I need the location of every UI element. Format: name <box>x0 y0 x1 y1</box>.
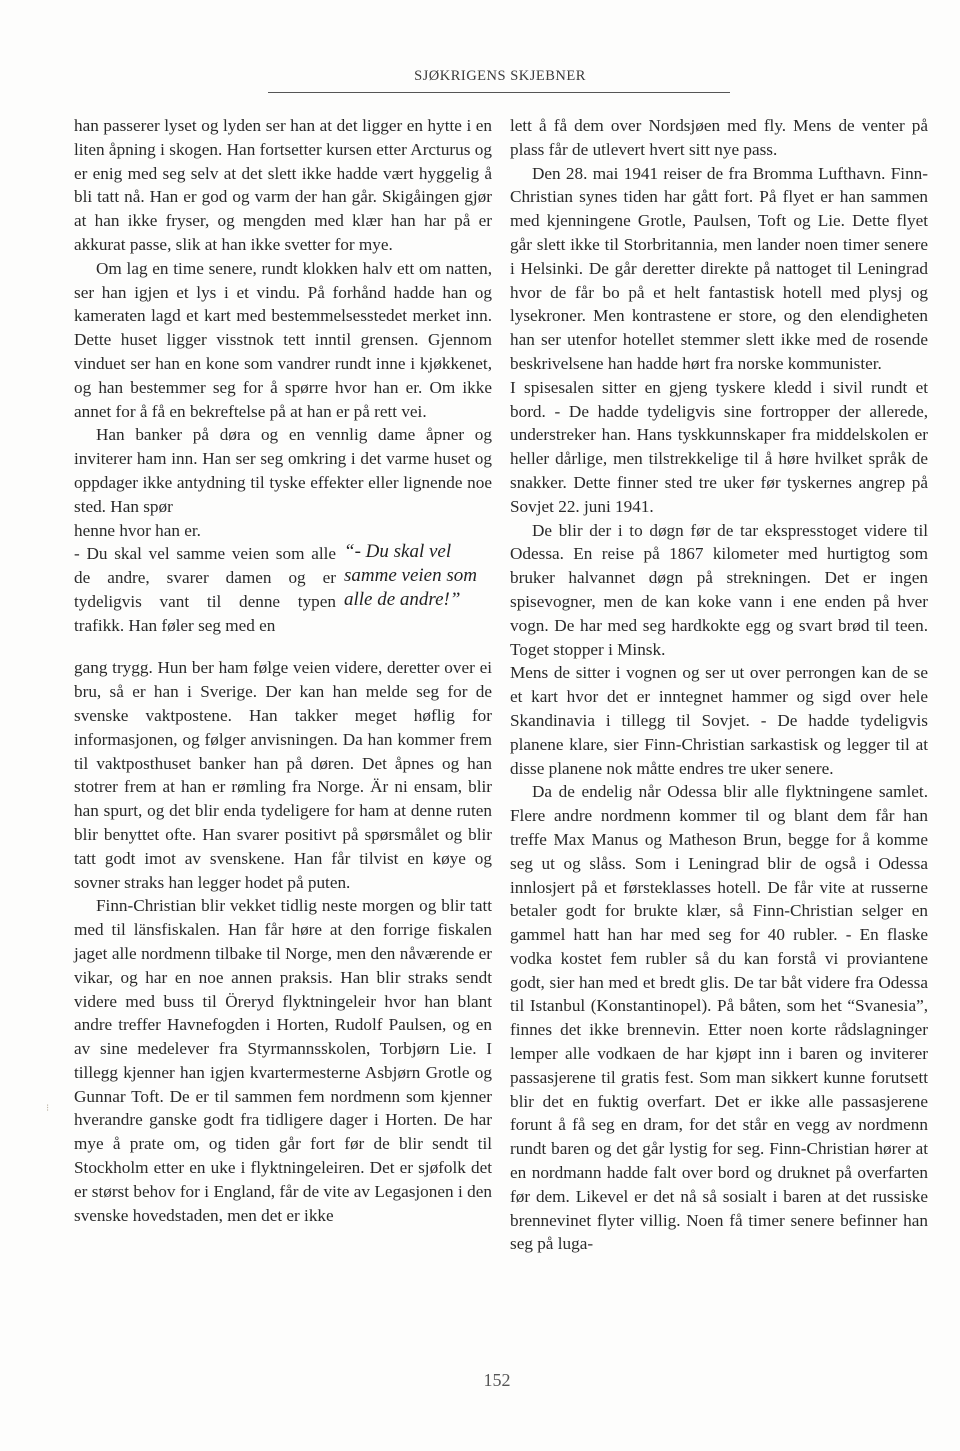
paragraph: henne hvor han er. <box>74 520 201 540</box>
paragraph: De blir der i to døgn før de tar ekspresstoget videre til Odessa. En reise på 1867 kilometer med hurtigtog som bruker halvannet døgn på strekningen. Det er ingen spisevogner, men de kan koke vann i ene enden på hver vogn. De har med seg hardkokte egg og svart brød til teen. Toget stopper i Minsk. <box>510 520 928 659</box>
paragraph: lett å få dem over Nordsjøen med fly. Mens de venter på plass får de utlevert hvert sitt nye pass. <box>510 116 928 159</box>
left-column <box>74 114 492 1227</box>
right-column <box>510 114 928 1256</box>
header-rule <box>268 92 730 93</box>
quote-block <box>74 542 492 664</box>
running-header: SJØKRIGENS SKJEBNER <box>414 68 586 84</box>
paragraph: Finn-Christian blir vekket tidlig neste morgen og blir tatt med til länsfiskalen. Han får høre at den forrige fiskalen jaget alle nordmenn tilbake til Norge, men den nåværende er vikar, og har en noe annen praksis. Han blir straks sendt videre med buss til Öreryd flyktningeleir hvor han blant andre treffer Havnefogden i Horten, Rudolf Paulsen, og en av sine medelever fra Styrmannsskolen, Torbjørn Lie. I tillegg kjenner han igjen kvartermesterne Asbjørn Grotle og Gunnar Toft. De er til sammen fem nordmenn som kjenner hverandre ganske godt fra tidligere dager i Horten. De har mye å prate om, og tiden går fort før de blir sendt til Stockholm etter en uke i flyktningeleiren. Det er sjøfolk det er størst behov for i England, får de vite av Legasjonen i den svenske hovedstaden, men det er ikke <box>74 896 492 1225</box>
paragraph: Den 28. mai 1941 reiser de fra Bromma Lufthavn. Finn-Christian synes tiden har gått fort. På flyet er han sammen med kjenningene Grotle, Paulsen, Toft og Lie. Dette flyet går slett ikke til Storbritannia, men lander noen timer senere i Helsinki. De går deretter direkte på nattoget til Leningrad hvor de får bo på et helt fantastisk hotell med plysj og lysekroner. Men kontrastene er store, og den elendigheten han ser utenfor hotellet stemmer slett ikke med de rosende beskrivelsene han hadde hørt fra norske kommunister. <box>510 163 928 373</box>
paragraph: I spisesalen sitter en gjeng tyskere kledd i sivil rundt et bord. - De hadde tydeligvis sine fortropper der allerede, understreker han. Hans tyskkunnskaper fra middelskolen er heller dårlige, men tilstrekkelige til å høre hvilket språk de snakker. Dette finner sted tre uker før tyskernes angrep på Sovjet 22. juni 1941. <box>510 377 928 516</box>
paragraph: gang trygg. Hun ber ham følge veien videre, deretter over ei bru, så er han i Sverige. Der kan han melde seg for de svenske vaktpostene. Han takker meget høflig for informasjonen, og følger anvisningen. Da han kommer frem til vaktposthuset banker han på døren. Det åpnes og han stotrer frem at han er rømling fra Norge. Är ni ensam, blir han spurt, og det blir enda tydeligere for ham at denne ruten blir benyttet ofte. Han svarer positivt på spørsmålet og blir tatt godt imot av svenskene. Han får tilvist en køye og sovner straks han legger hodet på puten. <box>74 658 492 892</box>
paragraph: - Du skal vel samme veien som alle de andre, svarer damen og er tydeligvis vant til denne typen trafikk. Han føler seg med en <box>74 544 336 635</box>
paragraph: Da de endelig når Odessa blir alle flyktningene samlet. Flere andre nordmenn kommer til og blant dem får han treffe Max Manus og Matheson Brun, begge for å komme seg ut og slåss. Som i Leningrad blir de også i Odessa innlosjert på et førsteklasses hotell. De får vite at russerne betaler godt for brukte klær, så Finn-Christian selger en gammel hatt han har med seg for 40 rubler. - En flaske vodka kostet fem rubler så du kan forstå vi proviantene godt, sier han med et bredt glis. De tar båt videre fra Odessa til Istanbul (Konstantinopel). På båten, som het “Svanesia”, finnes det ikke brennevin. Etter noen korte rådslagninger lemper alle vodkaen de har kjøpt inn i baren og inviterer passasjerene til gratis fest. Som man sikkert kunne forutsett blir det en fuktig overfart. Det er ikke alle passasjerene forunt å få seg en dram, for det står en vegg av nordmenn rundt baren og det går lystig for seg. Finn-Christian hører at en nordmann hadde falt over bord og druknet på overfarten før dem. Likevel er det nå så sosialt i baren at det russiske brennevinet flyter villig. Noen få timer senere befinner han seg på luga- <box>510 782 928 1254</box>
margin-mark: ⁝ <box>46 1103 50 1114</box>
paragraph: Om lag en time senere, rundt klokken halv ett om natten, ser han igjen et lys i et vindu. På forhånd hadde han og kameraten lagd et kart med bestemmelsesstedet merket inn. Dette huset ligger visstnok tett inntil grensen. Gjennom vinduet ser han en kone som vandrer rundt inne i kjøkkenet, og han bestemmer seg for å spørre hvor han er. Om ikke annet for å få en bekreftelse på at han er på rett vei. <box>74 258 492 421</box>
page-number: 152 <box>483 1370 511 1390</box>
paragraph: Mens de sitter i vognen og ser ut over perrongen kan de se et kart hvor det er inntegnet hammer og sigd over hele Skandinavia i tillegg til Sovjet. - De hadde tydeligvis planene klare, sier Finn-Christian sarkastisk og legger til at disse planene nok måtte endres tre uker senere. <box>510 663 928 778</box>
paragraph: Han banker på døra og en vennlig dame åpner og inviterer ham inn. Han ser seg omkring i det varme huset og oppdager ikke antydning til tyske effekter eller lignende noe sted. Han spør <box>74 425 492 516</box>
pull-quote: “- Du skal vel samme veien som alle de andre!” <box>344 541 477 611</box>
paragraph: han passerer lyset og lyden ser han at det ligger en hytte i en liten åpning i skogen. Han fortsetter kursen etter Arcturus og er enig med seg selv at det slett ikke hadde vært hyggelig å bli tatt nå. Han er god og varm der han går. Skigåingen gjør at han ikke fryser, og mengden med klær han har på er akkurat passe, slik at han ikke svetter for mye. <box>74 116 492 254</box>
